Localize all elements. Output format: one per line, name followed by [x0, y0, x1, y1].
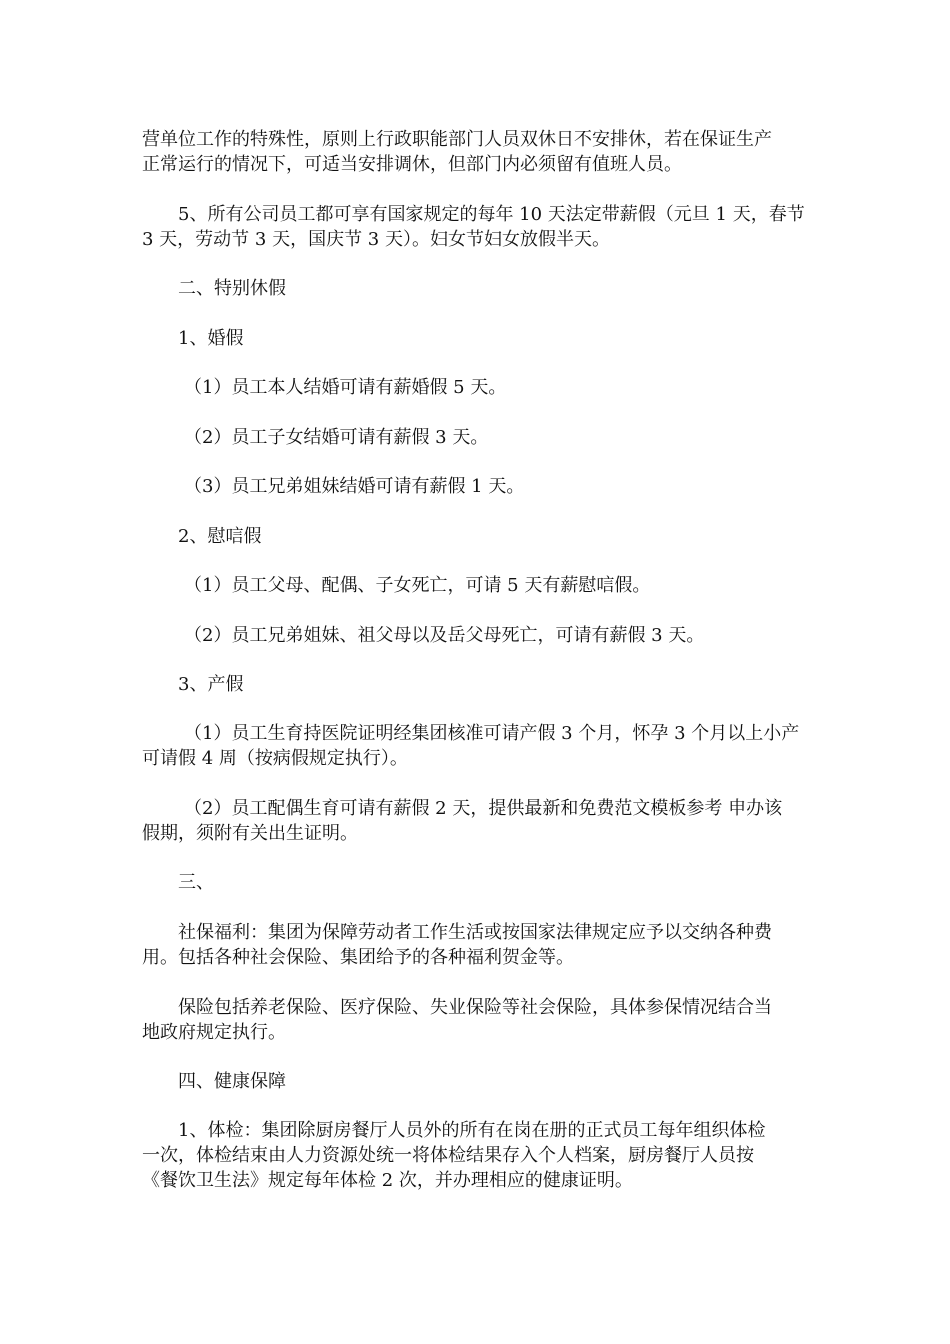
text-line: 保险包括养老保险、医疗保险、失业保险等社会保险，具体参保情况结合当 [178, 997, 772, 1018]
text-line: 假期，须附有关出生证明。 [142, 823, 358, 844]
text-line: （3）员工兄弟姐妹结婚可请有薪假 1 天。 [184, 476, 525, 497]
item-marriage-siblings [142, 474, 812, 499]
paragraph-rest-day-rules [142, 127, 812, 177]
item-bereavement-extended [142, 623, 812, 648]
text-line: 1、体检：集团除厨房餐厅人员外的所有在岗在册的正式员工每年组织体检 [178, 1120, 766, 1141]
text-line: 一次，体检结束由人力资源处统一将体检结果存入个人档案，厨房餐厅人员按 [142, 1145, 754, 1166]
section-heading: 四、健康保障 [178, 1071, 286, 1092]
item-maternity-self [142, 721, 812, 771]
text-line: （1）员工本人结婚可请有薪婚假 5 天。 [184, 377, 507, 398]
heading-section-three [142, 870, 812, 895]
paragraph-statutory-holidays [142, 202, 812, 252]
text-line: 3 天，劳动节 3 天，国庆节 3 天）。妇女节妇女放假半天。 [142, 229, 610, 250]
text-line: （1）员工生育持医院证明经集团核准可请产假 3 个月，怀孕 3 个月以上小产 [184, 723, 800, 744]
heading-health-protection [142, 1069, 812, 1094]
subsection-heading: 3、产假 [178, 674, 244, 695]
item-maternity-spouse [142, 796, 812, 846]
heading-bereavement-leave [142, 524, 812, 549]
text-line: （2）员工配偶生育可请有薪假 2 天，提供最新和免费范文模板参考 申办该 [184, 798, 783, 819]
paragraph-insurance [142, 995, 812, 1045]
text-line: 5、所有公司员工都可享有国家规定的每年 10 天法定带薪假（元旦 1 天，春节 [178, 204, 805, 225]
heading-maternity-leave [142, 672, 812, 697]
text-line: 可请假 4 周（按病假规定执行）。 [142, 748, 408, 769]
heading-special-leave [142, 276, 812, 301]
text-line: 营单位工作的特殊性，原则上行政职能部门人员双休日不安排休，若在保证生产 [142, 129, 772, 150]
subsection-heading: 2、慰唁假 [178, 526, 262, 547]
text-line: 用。包括各种社会保险、集团给予的各种福利贺金等。 [142, 947, 574, 968]
text-line: 正常运行的情况下，可适当安排调休，但部门内必须留有值班人员。 [142, 154, 682, 175]
paragraph-social-welfare [142, 920, 812, 970]
text-line: （1）员工父母、配偶、子女死亡，可请 5 天有薪慰唁假。 [184, 575, 651, 596]
text-line: 社保福利：集团为保障劳动者工作生活或按国家法律规定应予以交纳各种费 [178, 922, 772, 943]
paragraph-physical-exam [142, 1118, 812, 1193]
section-heading: 二、特别休假 [178, 278, 286, 299]
section-heading: 三、 [178, 872, 214, 893]
text-line: 《餐饮卫生法》规定每年体检 2 次，并办理相应的健康证明。 [142, 1170, 633, 1191]
text-line: 地政府规定执行。 [142, 1022, 286, 1043]
heading-marriage-leave [142, 326, 812, 351]
item-bereavement-immediate [142, 573, 812, 598]
subsection-heading: 1、婚假 [178, 328, 244, 349]
item-marriage-self [142, 375, 812, 400]
item-marriage-children [142, 425, 812, 450]
text-line: （2）员工兄弟姐妹、祖父母以及岳父母死亡，可请有薪假 3 天。 [184, 625, 705, 646]
text-line: （2）员工子女结婚可请有薪假 3 天。 [184, 427, 489, 448]
